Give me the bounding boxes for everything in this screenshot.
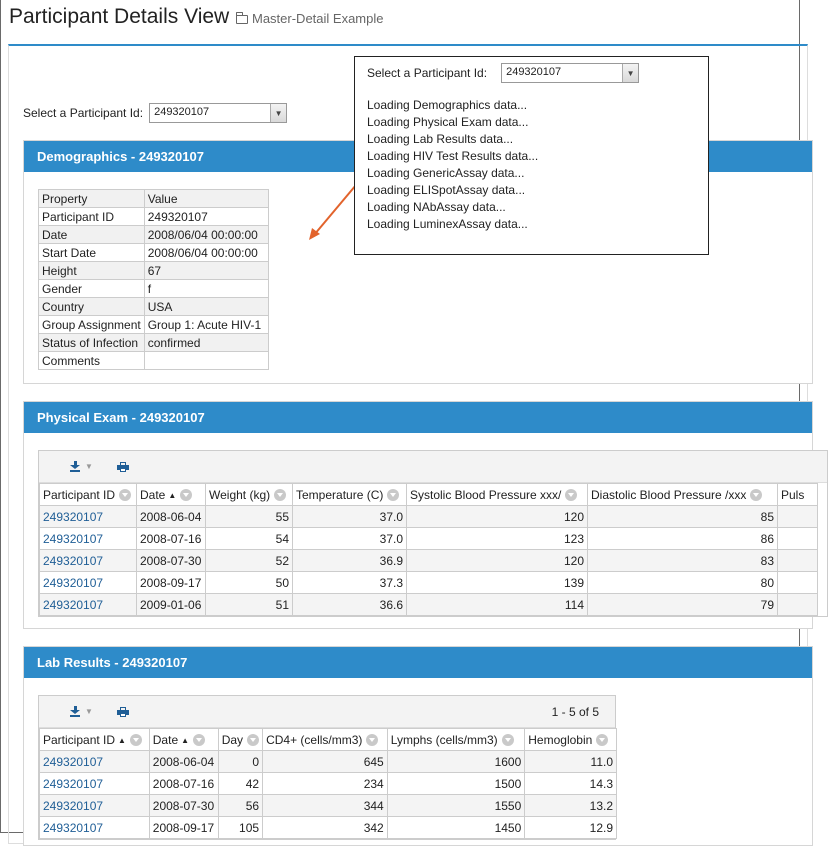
table-cell: 2008-07-30 [137, 550, 206, 572]
column-header-label: Temperature (C) [296, 487, 384, 502]
table-cell: 120 [407, 506, 588, 528]
property-name: Date [39, 226, 145, 244]
column-header[interactable] [387, 729, 525, 751]
popup-selector [367, 63, 639, 83]
table-cell[interactable] [40, 795, 150, 817]
property-value [144, 352, 268, 370]
paging-status: 1 - 5 of 5 [551, 705, 599, 719]
column-header[interactable] [263, 729, 388, 751]
table-cell: 50 [206, 572, 293, 594]
property-value: 67 [144, 262, 268, 280]
table-cell: 36.6 [293, 594, 407, 616]
table-cell: 14.3 [525, 773, 617, 795]
table-row [39, 244, 269, 262]
table-row [40, 528, 818, 550]
participant-link[interactable]: 249320107 [43, 597, 104, 612]
loading-message: Loading LuminexAssay data... [367, 217, 528, 231]
table-cell: 42 [218, 773, 262, 795]
table-cell: 37.0 [293, 506, 407, 528]
demographics-header: Demographics - 249320107 [24, 141, 812, 172]
loading-message: Loading ELISpotAssay data... [367, 183, 526, 197]
table-row [40, 572, 818, 594]
participant-link[interactable]: 249320107 [43, 776, 104, 791]
export-button[interactable] [69, 706, 93, 717]
chevron-down-icon: ▼ [85, 462, 93, 471]
popup-participant-combobox[interactable] [501, 63, 639, 83]
demographics-table [38, 189, 269, 370]
table-row [39, 262, 269, 280]
table-row [39, 334, 269, 352]
print-icon[interactable] [117, 707, 129, 717]
table-row [39, 316, 269, 334]
column-header[interactable] [137, 484, 206, 506]
column-menu-icon[interactable] [565, 489, 577, 501]
table-cell: 37.0 [293, 528, 407, 550]
table-row [39, 208, 269, 226]
column-menu-icon[interactable] [502, 734, 514, 746]
property-name: Group Assignment [39, 316, 145, 334]
property-name: Start Date [39, 244, 145, 262]
table-cell [778, 550, 818, 572]
participant-id-value[interactable]: 249320107 [154, 106, 210, 118]
table-cell[interactable] [40, 751, 150, 773]
column-menu-icon[interactable] [119, 489, 131, 501]
table-cell [778, 528, 818, 550]
property-name: Participant ID [39, 208, 145, 226]
property-name: Status of Infection [39, 334, 145, 352]
loading-message: Loading GenericAssay data... [367, 166, 525, 180]
table-row [40, 795, 617, 817]
property-value: 2008/06/04 00:00:00 [144, 226, 268, 244]
popup-participant-value[interactable]: 249320107 [506, 66, 562, 78]
property-name: Height [39, 262, 145, 280]
table-header-row [39, 190, 269, 208]
lab-results-grid [38, 695, 616, 840]
table-cell: 1500 [387, 773, 525, 795]
download-icon [69, 706, 81, 717]
table-cell: 2008-06-04 [149, 751, 218, 773]
table-cell: 36.9 [293, 550, 407, 572]
column-menu-icon[interactable] [750, 489, 762, 501]
physical-exam-panel [23, 401, 813, 629]
page-title: Participant Details View [9, 5, 230, 28]
dropdown-arrow-icon[interactable]: ▼ [622, 64, 638, 82]
column-header-label: Diastolic Blood Pressure /xxx [591, 487, 747, 502]
lab-results-toolbar [39, 696, 615, 728]
property-value: f [144, 280, 268, 298]
column-menu-icon[interactable] [130, 734, 142, 746]
table-cell [778, 594, 818, 616]
column-header[interactable] [40, 484, 137, 506]
participant-selector [23, 103, 287, 123]
table-cell: 2008-09-17 [137, 572, 206, 594]
table-cell [778, 572, 818, 594]
table-cell: 342 [263, 817, 388, 839]
physical-exam-grid [38, 450, 828, 617]
table-cell: 114 [407, 594, 588, 616]
column-header-label: Hemoglobin [528, 732, 593, 747]
print-icon[interactable] [117, 462, 129, 472]
participant-id-combobox[interactable] [149, 103, 287, 123]
column-menu-icon[interactable] [193, 734, 205, 746]
table-cell: 1600 [387, 751, 525, 773]
table-row [39, 226, 269, 244]
table-cell[interactable] [40, 572, 137, 594]
property-value: confirmed [144, 334, 268, 352]
column-header[interactable] [149, 729, 218, 751]
table-cell: 2008-07-16 [149, 773, 218, 795]
table-cell: 0 [218, 751, 262, 773]
table-cell: 1550 [387, 795, 525, 817]
physical-exam-toolbar [39, 451, 827, 483]
column-header[interactable] [407, 484, 588, 506]
column-header-label: Participant ID [43, 732, 116, 747]
loading-message: Loading Demographics data... [367, 98, 528, 112]
table-cell: 105 [218, 817, 262, 839]
table-row [40, 594, 818, 616]
table-cell: 86 [588, 528, 778, 550]
table-cell: 2008-06-04 [137, 506, 206, 528]
table-cell: 37.3 [293, 572, 407, 594]
column-menu-icon[interactable] [274, 489, 286, 501]
table-row [40, 550, 818, 572]
table-cell: 54 [206, 528, 293, 550]
table-cell: 56 [218, 795, 262, 817]
participant-link[interactable]: 249320107 [43, 575, 104, 590]
table-cell: 11.0 [525, 751, 617, 773]
table-cell: 2008-07-16 [137, 528, 206, 550]
column-header[interactable] [293, 484, 407, 506]
property-value: 2008/06/04 00:00:00 [144, 244, 268, 262]
property-value: 249320107 [144, 208, 268, 226]
table-cell: 12.9 [525, 817, 617, 839]
participant-link[interactable]: 249320107 [43, 553, 104, 568]
popup-selector-label: Select a Participant Id: [367, 66, 488, 80]
table-row [40, 506, 818, 528]
table-cell: 13.2 [525, 795, 617, 817]
column-header[interactable] [218, 729, 262, 751]
table-cell: 83 [588, 550, 778, 572]
participant-selector-label: Select a Participant Id: [23, 106, 144, 120]
column-header[interactable] [206, 484, 293, 506]
column-menu-icon[interactable] [387, 489, 399, 501]
breadcrumb-label: Master-Detail Example [252, 11, 384, 26]
column-header-label: Date [152, 732, 179, 747]
download-icon [69, 461, 81, 472]
table-row [40, 773, 617, 795]
table-row [40, 817, 617, 839]
table-cell: 85 [588, 506, 778, 528]
participant-link[interactable]: 249320107 [43, 820, 104, 835]
sort-ascending-icon: ▲ [181, 735, 190, 745]
column-menu-icon[interactable] [596, 734, 608, 746]
table-cell: 123 [407, 528, 588, 550]
table-cell: 55 [206, 506, 293, 528]
column-header-label: Date [140, 487, 166, 502]
table-cell: 79 [588, 594, 778, 616]
column-header-label: CD4+ (cells/mm3) [266, 732, 363, 747]
property-value: USA [144, 298, 268, 316]
column-menu-icon[interactable] [366, 734, 378, 746]
export-button[interactable] [69, 461, 93, 472]
loading-message: Loading Physical Exam data... [367, 115, 529, 129]
participant-link[interactable]: 249320107 [43, 798, 104, 813]
table-cell[interactable] [40, 550, 137, 572]
table-cell: 139 [407, 572, 588, 594]
loading-message: Loading NAbAssay data... [367, 200, 506, 214]
column-header-label: Participant ID [43, 487, 116, 502]
dropdown-arrow-icon[interactable]: ▼ [270, 104, 286, 122]
participant-link[interactable]: 249320107 [43, 509, 104, 524]
sort-ascending-icon: ▲ [118, 735, 126, 745]
table-row [39, 298, 269, 316]
table-cell: 234 [263, 773, 388, 795]
column-header[interactable] [40, 729, 150, 751]
table-cell: 1450 [387, 817, 525, 839]
table-cell[interactable] [40, 506, 137, 528]
lab-results-header: Lab Results - 249320107 [24, 647, 812, 678]
folder-icon [236, 15, 248, 24]
column-menu-icon[interactable] [180, 489, 192, 501]
column-header-label: Systolic Blood Pressure xxx/ [410, 487, 562, 502]
table-cell[interactable] [40, 594, 137, 616]
sort-ascending-icon: ▲ [168, 490, 177, 500]
column-header-label: Day [221, 732, 244, 747]
table-cell[interactable] [40, 773, 150, 795]
table-cell: 2008-09-17 [149, 817, 218, 839]
table-cell: 51 [206, 594, 293, 616]
table-cell: 344 [263, 795, 388, 817]
physical-exam-table [39, 483, 818, 616]
physical-exam-header: Physical Exam - 249320107 [24, 402, 812, 433]
table-cell: 120 [407, 550, 588, 572]
column-header[interactable] [778, 484, 818, 506]
loading-popup [354, 56, 709, 255]
column-header-label: Lymphs (cells/mm3) [390, 732, 498, 747]
lab-results-table [39, 728, 617, 839]
loading-message: Loading Lab Results data... [367, 132, 514, 146]
chevron-down-icon: ▼ [85, 707, 93, 716]
table-row [39, 352, 269, 370]
property-value: Group 1: Acute HIV-1 [144, 316, 268, 334]
participant-link[interactable]: 249320107 [43, 754, 104, 769]
table-cell[interactable] [40, 528, 137, 550]
column-header: Property [39, 190, 145, 208]
property-name: Country [39, 298, 145, 316]
loading-message: Loading HIV Test Results data... [367, 149, 539, 163]
table-cell: 2008-07-30 [149, 795, 218, 817]
column-header[interactable] [525, 729, 617, 751]
table-cell[interactable] [40, 817, 150, 839]
participant-link[interactable]: 249320107 [43, 531, 104, 546]
table-cell: 80 [588, 572, 778, 594]
table-cell: 2009-01-06 [137, 594, 206, 616]
table-row [40, 751, 617, 773]
property-name: Gender [39, 280, 145, 298]
lab-results-panel [23, 646, 813, 846]
loading-log [367, 97, 538, 233]
column-header: Value [144, 190, 268, 208]
table-cell: 52 [206, 550, 293, 572]
breadcrumb[interactable] [236, 11, 384, 26]
table-cell [778, 506, 818, 528]
column-header[interactable] [588, 484, 778, 506]
property-name: Comments [39, 352, 145, 370]
column-header-label: Weight (kg) [209, 487, 271, 502]
column-header-label: Puls [781, 487, 805, 502]
column-menu-icon[interactable] [247, 734, 259, 746]
table-row [39, 280, 269, 298]
table-cell: 645 [263, 751, 388, 773]
